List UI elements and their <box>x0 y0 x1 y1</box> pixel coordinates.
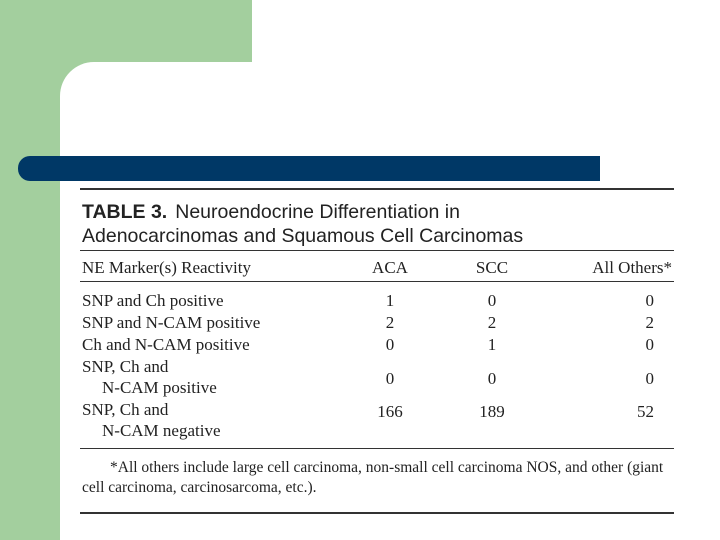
col-header-others: All Others* <box>592 258 672 277</box>
table-label: TABLE 3. <box>82 201 168 223</box>
cell-aca: 0 <box>385 369 395 388</box>
row-label-cont: N-CAM positive <box>102 378 217 397</box>
table-footnote: *All others include large cell carcinoma, non-small cell carcinoma NOS, and other (giant cell carcinoma, carcinosarcoma, etc.). <box>82 459 664 496</box>
cell-aca: 1 <box>385 291 395 310</box>
row-label: Ch and N-CAM positive <box>82 335 250 354</box>
top-rule <box>80 188 674 190</box>
col-header-marker: NE Marker(s) Reactivity <box>82 258 251 277</box>
title-bar <box>18 156 600 181</box>
col-header-aca: ACA <box>372 258 408 277</box>
cell-others: 52 <box>637 402 654 421</box>
header-bottom-rule <box>80 281 674 282</box>
cell-others: 0 <box>645 369 654 388</box>
cell-aca: 166 <box>377 402 403 421</box>
row-label: SNP, Ch and <box>82 357 169 376</box>
cell-scc: 1 <box>487 335 497 354</box>
table-title-line1 <box>82 200 460 224</box>
cell-scc: 2 <box>487 313 497 332</box>
cell-scc: 0 <box>487 369 497 388</box>
row-label-cont: N-CAM negative <box>102 421 221 440</box>
row-label: SNP and Ch positive <box>82 291 224 310</box>
row-label: SNP and N-CAM positive <box>82 313 261 332</box>
table-title-text: Neuroendocrine Differentiation in <box>175 201 460 223</box>
bottom-rule <box>80 512 674 514</box>
header-top-rule <box>80 250 674 251</box>
cell-scc: 0 <box>487 291 497 310</box>
cell-aca: 0 <box>385 335 395 354</box>
cell-others: 0 <box>645 291 654 310</box>
cell-others: 0 <box>645 335 654 354</box>
footnote-rule <box>80 448 674 449</box>
table-title-line2: Adenocarcinomas and Squamous Cell Carcinomas <box>82 225 524 247</box>
cell-scc: 189 <box>479 402 505 421</box>
cell-aca: 2 <box>385 313 395 332</box>
cell-others: 2 <box>645 313 654 332</box>
col-header-scc: SCC <box>475 258 509 277</box>
row-label: SNP, Ch and <box>82 400 169 419</box>
